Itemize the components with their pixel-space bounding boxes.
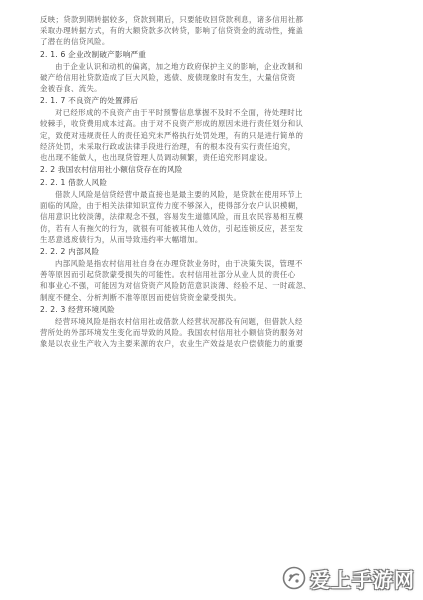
section-heading: 2. 2. 3 经营环境风险: [40, 304, 115, 314]
watermark-text: 爱上手游网: [310, 567, 415, 592]
paragraph-line: 对已经形成的不良资产由于平时预警信息掌握不及时不全面，待处理时比: [55, 108, 303, 118]
paragraph-line: 定，致使对违规责任人的责任追究未严格执行处罚处理，有的只是进行简单的: [40, 130, 304, 140]
paragraph-line: 制度不健全、分析判断不准等原因而使信贷资金蒙受损失。: [40, 292, 242, 302]
document-body: [40, 14, 385, 349]
paragraph-line: 较棘手，收贷费用成本过高。由于对不良资产形成的原因未进行责任划分和认: [40, 119, 304, 129]
paragraph-line: 借款人风险是信贷经营中最直接也是最主要的风险，是贷款在使用环节上: [55, 190, 303, 200]
section-heading: 2. 1. 6 企业改制破产影响严重: [40, 49, 147, 59]
paragraph-line: 营所处的外部环境发生变化而导致的风险。我国农村信用社小额信贷的服务对: [40, 327, 304, 337]
section-heading: 2. 2 我国农村信用社小额信贷存在的风险: [40, 165, 183, 175]
paragraph-line: 和事业心不强，可能因为对信贷资产风险防范意识淡薄、经验不足、一时疏忽、: [40, 281, 311, 291]
watermark-logo-icon: [282, 566, 306, 590]
paragraph-line: 破产给信用社贷款造成了巨大风险，逃债、废债现象时有发生，大量信贷资: [40, 72, 296, 82]
paragraph-line: 生恶意逃废债行为，从而导致违约率大幅增加。: [40, 234, 203, 244]
paragraph-line: 面临的风险，由于相关法律知识宣传力度不够深入，使得部分农户认识模糊，: [40, 201, 304, 211]
paragraph-line: 也出现不能做人，也出现贷管理人员调动频繁，责任追究形同虚设。: [40, 152, 273, 162]
paragraph-line: 由于企业认识和动机的偏离，加之地方政府保护主义的影响，企业改制和: [55, 61, 303, 71]
paragraph-line: 信用意识比较淡薄，法律观念不强，容易发生道德风险，而且农民容易相互模: [40, 212, 304, 222]
section-heading: 2. 1. 7 不良资产的处置滞后: [40, 96, 139, 106]
paragraph-line: 善等原因而引起贷款蒙受损失的可能性。农村信用社部分从业人员的责任心: [40, 270, 296, 280]
paragraph-line: 经营环境风险是指农村信用社或借款人经营状况都没有问题，但借款人经: [55, 316, 303, 326]
section-heading: 2. 2. 2 内部风险: [40, 247, 100, 256]
paragraph-line: 了潜在的信贷风险。: [40, 37, 110, 47]
paragraph-line: 反映；贷款到期转据较多，贷款到期后，只要能收回贷款利息，诸多信用社都: [40, 15, 304, 24]
watermark: [282, 564, 415, 592]
paragraph-line: 采取办理转据方式，有的大额贷款多次转贷，影响了信贷资金的流动性，掩盖: [40, 26, 304, 36]
paragraph-line: 仿，若有人有拖欠的行为，就很有可能被其他人效仿，引起连锁反应，甚至发: [40, 223, 304, 233]
paragraph-line: 内部风险是指农村信用社自身在办理贷款业务时，由于决策失误，管理不: [55, 259, 303, 268]
paragraph-line: 经济处罚，未采取行政或法律手段进行治理，有的根本没有实行责任追究，: [40, 141, 296, 151]
section-heading: 2. 2. 1 借款人风险: [40, 178, 108, 188]
paragraph-line: 象是以农业生产收入为主要来源的农户，农业生产效益是农户偿债能力的重要: [40, 339, 304, 349]
paragraph-line: 金被吞食、流失。: [40, 83, 102, 93]
